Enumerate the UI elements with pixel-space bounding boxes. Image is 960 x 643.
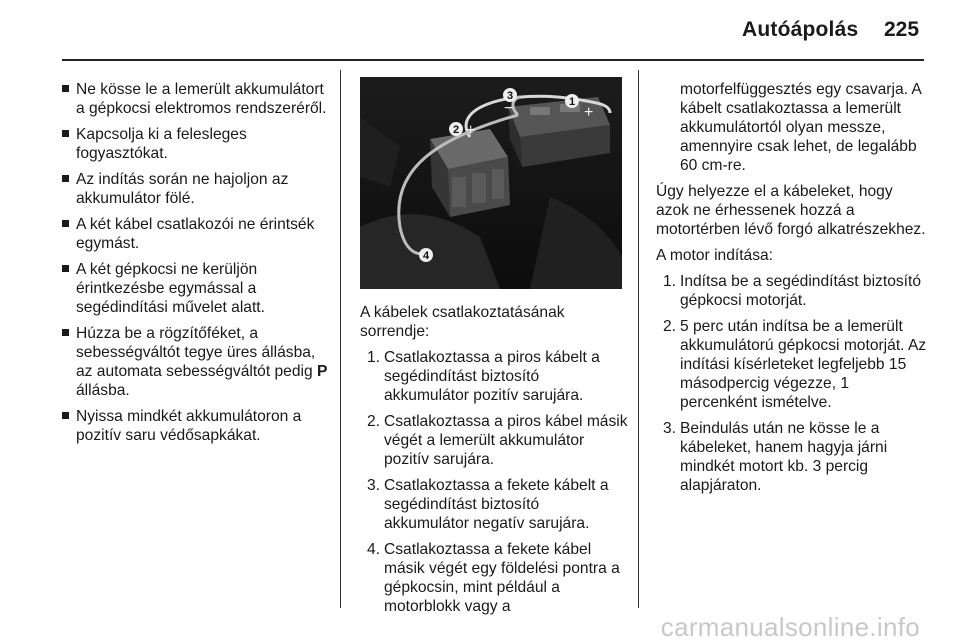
list-item — [360, 540, 628, 616]
bullet-item — [62, 215, 332, 253]
step-number: 4. — [366, 541, 380, 558]
watermark — [0, 608, 960, 642]
step-text: Csatlakoztassa a fekete kábelt a segédindítást biztosító akkumulátor negatív sarujára. — [384, 477, 609, 532]
list-item — [360, 476, 628, 533]
bullet-square-icon — [62, 220, 69, 227]
continuation-text: motorfelfüggesztés egy csavarja. A kábelt csatlakoztassa a lemerült akkumulátortól olyan messze, amennyire csak lehet, de legalább 60 cm-re. — [680, 81, 921, 174]
callout-3-label: 3 — [506, 90, 514, 102]
bullet-square-icon — [62, 175, 69, 182]
column-engine-start — [656, 80, 928, 502]
page-number: 225 — [884, 18, 920, 41]
bullet-text: A két kábel csatlakozói ne érintsék egymást. — [76, 216, 315, 252]
plus-sign-donor: + — [584, 104, 594, 121]
step-text: Beindulás után ne kösse le a kábeleket, hanem hagyja járni mindkét motort kb. 3 percig alapjáraton. — [680, 420, 888, 494]
bullet-text-part: Húzza be a rögzítőféket, a sebességváltót tegye üres állásba, az automata sebességváltót pedig — [76, 325, 316, 380]
callout-1-label: 1 — [568, 96, 576, 108]
step-number: 2. — [662, 318, 676, 335]
page-header — [0, 0, 960, 66]
plus-sign-discharged: + — [466, 122, 476, 139]
column-divider-left — [340, 70, 341, 608]
bullet-item — [62, 407, 332, 445]
gear-position-p: P — [317, 363, 328, 380]
bullet-text: A két gépkocsi ne kerüljön érintkezésbe egymással a segédindítási művelet alatt. — [76, 261, 265, 316]
bullet-item — [62, 80, 332, 118]
paragraph: Úgy helyezze el a kábeleket, hogy azok ne érhessenek hozzá a motortérben lévő forgó alkatrészekhez. — [656, 183, 926, 238]
list-item — [360, 412, 628, 469]
bullet-square-icon — [62, 85, 69, 92]
step-number: 3. — [662, 420, 676, 437]
bullet-square-icon — [62, 130, 69, 137]
bullet-item — [62, 260, 332, 317]
minus-sign-donor: − — [504, 100, 514, 117]
step-text: Indítsa be a segédindítást biztosító gépkocsi motorját. — [680, 273, 921, 309]
step-text: Csatlakoztassa a piros kábel másik végét a lemerült akkumulátor pozitív sarujára. — [384, 413, 628, 468]
bullet-square-icon — [62, 329, 69, 336]
step-text: 5 perc után indítsa be a lemerült akkumulátorú gépkocsi motorját. Az indítási kísérleteket legfeljebb 15 másodpercig végezze, 1 percenként ismételve. — [680, 318, 927, 411]
watermark-text: carmanualsonline.info — [660, 612, 920, 642]
bullet-text: Kapcsolja ki a felesleges fogyasztókat. — [76, 126, 247, 162]
subheading: A motor indítása: — [656, 247, 774, 264]
callout-4-label: 4 — [422, 250, 430, 262]
figure-caption: A kábelek csatlakoztatásának sorrendje: — [360, 304, 565, 340]
header-rule — [62, 59, 924, 61]
section-title: Autóápolás — [742, 18, 859, 41]
column-connection-order — [360, 303, 628, 623]
list-item — [656, 419, 928, 495]
list-item — [360, 348, 628, 405]
bullet-text: Nyissa mindkét akkumulátoron a pozitív saru védősapkákat. — [76, 408, 302, 444]
bullet-item — [62, 170, 332, 208]
list-item — [656, 317, 928, 412]
column-precautions — [62, 80, 332, 452]
bullet-text-part: állásba. — [76, 382, 130, 399]
step-text: Csatlakoztassa a piros kábelt a segédindítást biztosító akkumulátor pozitív sarujára. — [384, 349, 600, 404]
bullet-text: Ne kösse le a lemerült akkumulátort a gépkocsi elektromos rendszeréről. — [76, 81, 327, 117]
step-number: 1. — [662, 273, 676, 290]
bullet-square-icon — [62, 412, 69, 419]
step-number: 1. — [366, 349, 380, 366]
bullet-text: Az indítás során ne hajoljon az akkumulátor fölé. — [76, 171, 289, 207]
column-divider-right — [638, 70, 639, 608]
jump-start-illustration — [360, 77, 622, 289]
step-number: 3. — [366, 477, 380, 494]
bullet-item — [62, 125, 332, 163]
step-text: Csatlakoztassa a fekete kábel másik végét egy földelési pontra a gépkocsin, mint például a motorblokk vagy a — [384, 541, 620, 615]
list-item — [656, 272, 928, 310]
bullet-square-icon — [62, 265, 69, 272]
bullet-item — [62, 324, 332, 400]
step-number: 2. — [366, 413, 380, 430]
callout-2-label: 2 — [452, 124, 460, 136]
